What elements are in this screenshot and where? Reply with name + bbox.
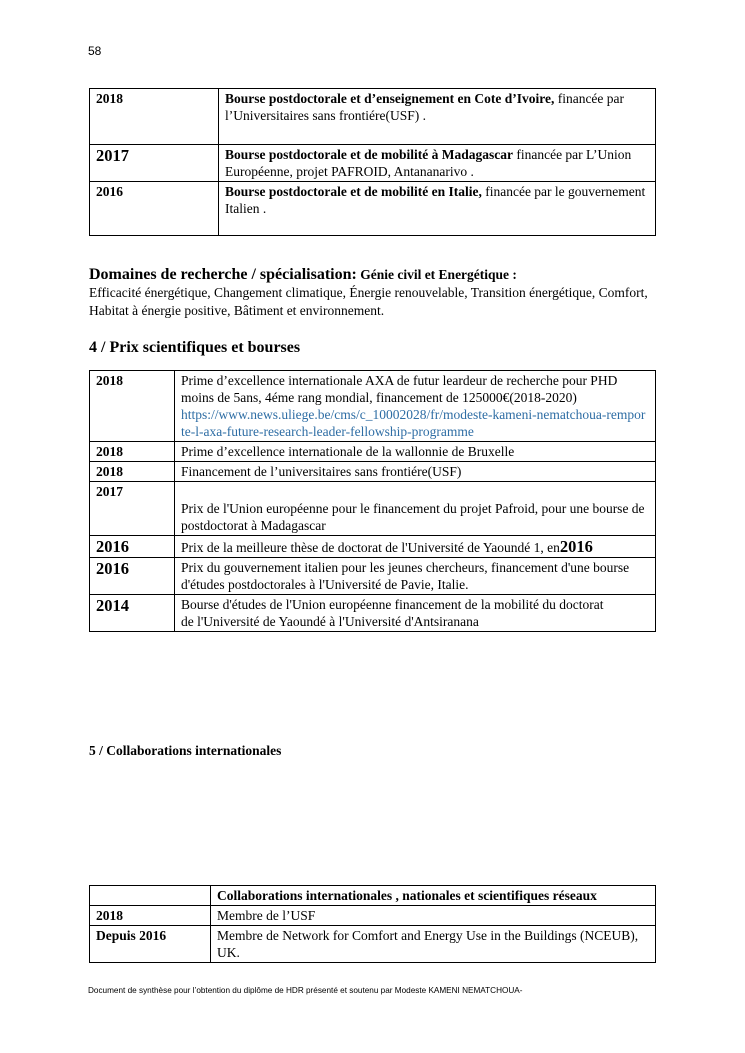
bourse-detail: financée par le gouvernement Italien . [225,184,646,216]
prix-text: Bourse d'études de l'Union européenne financement de la mobilité du doctorat [181,597,604,612]
section-5-title: 5 / Collaborations internationales [89,743,282,758]
description-cell [175,482,656,536]
description-cell [211,906,656,926]
table-row [90,462,656,482]
prix-text: Financement de l’universitaires sans frontiére(USF) [181,464,462,479]
year-cell [90,906,211,926]
table-row [90,595,656,632]
collab-header: Collaborations internationales , nationales et scientifiques réseaux [217,888,597,903]
section-4-title: 4 / Prix scientifiques et bourses [89,339,301,356]
domaines-subheading: Génie civil et Energétique : [356,267,517,282]
table-row [90,906,656,926]
prix-table [89,370,656,632]
year: Depuis 2016 [96,928,167,943]
year-cell [90,371,175,442]
year: 2018 [96,91,123,106]
description-cell [175,371,656,442]
description-cell [219,182,656,236]
year-cell [90,558,175,595]
year-cell [90,462,175,482]
bourse-detail: financée par l’Universitaires sans frontiére(USF) . [225,91,625,123]
description-cell [219,89,656,145]
table-row [90,371,656,442]
year: 2018 [96,444,123,459]
year-cell [90,536,175,558]
table-row [90,89,656,145]
prix-text: Prix de l'Union européenne pour le financement du projet Pafroid, pour une bourse de postdoctorat à Madagascar [181,501,645,533]
prix-text: Prime d’excellence internationale AXA de futur leardeur de recherche pour PHD moins de 5ans, 4éme rang mondial, financement de 125000€(2018-2020) [181,373,618,405]
table-row [90,536,656,558]
table-row [90,182,656,236]
bourse-title: Bourse postdoctorale et d’enseignement en Cote d’Ivoire, [225,91,555,106]
bourse-detail: financée par L’Union Européenne, projet PAFROID, Antananarivo . [225,147,632,179]
year-cell [90,595,175,632]
prix-link[interactable]: https://www.news.uliege.be/cms/c_10002028/fr/modeste-kameni-nematchoua-remporte-l-axa-future-research-leader-fellowship-programme [181,407,646,439]
table-row [90,926,656,963]
bourse-title: Bourse postdoctorale et de mobilité à Madagascar [225,147,513,162]
description-cell [175,536,656,558]
domaines-heading-line [89,266,664,284]
year-cell [90,442,175,462]
year: 2016 [96,559,129,578]
header-cell [211,886,656,906]
prix-text: Prix de la meilleure thèse de doctorat de l'Université de Yaoundé 1, en [181,540,560,555]
description-cell [175,595,656,632]
domaines-text: Efficacité énergétique, Changement climatique, Énergie renouvelable, Transition énergétique, Comfort, Habitat à énergie positive, Bâtiment et environnement. [89,285,648,318]
year: 2017 [96,146,129,165]
prix-text: Prix du gouvernement italien pour les jeunes chercheurs, financement d'une bourse d'études postdoctorales à l'Université de Pavie, Italie. [181,560,630,592]
bourses-table [89,88,656,236]
table-header-row [90,886,656,906]
page-footer: Document de synthèse pour l’obtention du diplôme de HDR présenté et soutenu par Modeste KAMENI NEMATCHOUA- [88,986,523,995]
table-row [90,145,656,182]
description-cell [175,462,656,482]
header-empty-cell [90,886,211,906]
year: 2016 [96,184,123,199]
year-cell [90,182,219,236]
year: 2014 [96,596,129,615]
year: 2016 [96,537,129,556]
year-cell [90,926,211,963]
prix-text-2: de l'Université de Yaoundé à l'Université d'Antsiranana [181,614,479,629]
description-cell [219,145,656,182]
description-cell [175,442,656,462]
page-number: 58 [88,44,102,58]
table-row [90,442,656,462]
collab-table [89,885,656,963]
bourse-title: Bourse postdoctorale et de mobilité en Italie, [225,184,482,199]
year-cell [90,482,175,536]
prix-text: Prime d’excellence internationale de la wallonnie de Bruxelle [181,444,515,459]
prix-year-inline: 2016 [559,537,593,556]
year: 2017 [96,484,123,499]
description-cell [211,926,656,963]
year: 2018 [96,373,123,388]
year: 2018 [96,464,123,479]
collab-text: Membre de l’USF [217,908,316,923]
domaines-heading: Domaines de recherche / spécialisation: [89,266,357,283]
description-cell [175,558,656,595]
year-cell [90,89,219,145]
collab-text: Membre de Network for Comfort and Energy Use in the Buildings (NCEUB), UK. [217,928,639,960]
table-row [90,482,656,536]
domaines-section [89,266,664,320]
year: 2018 [96,908,123,923]
year-cell [90,145,219,182]
table-row [90,558,656,595]
